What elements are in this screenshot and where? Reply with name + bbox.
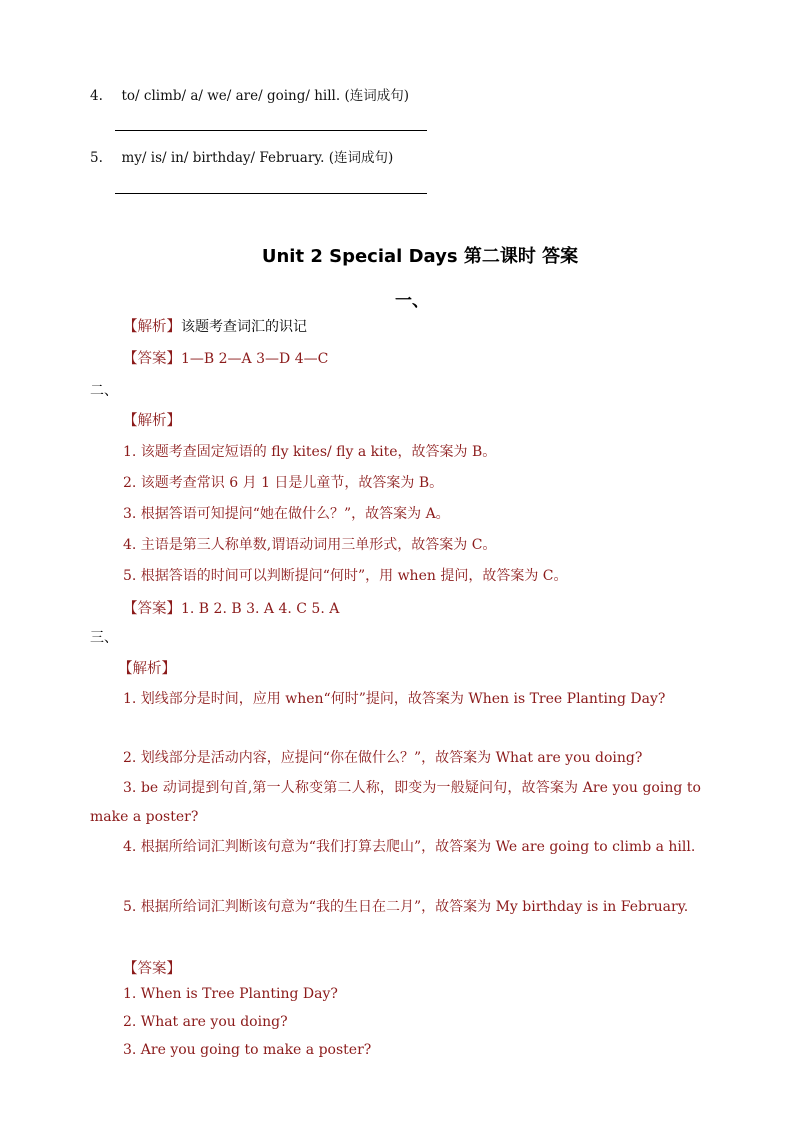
section-1-answer: [123, 347, 328, 368]
section-2-answer: [123, 597, 339, 618]
section-3-paragraph: 2. 划线部分是活动内容，应提问“你在做什么？”，故答案为 What are you doing?: [123, 750, 643, 766]
answer-tag: 【答案】: [123, 351, 181, 367]
answer-line: [115, 130, 427, 131]
section-3-paragraph: 1. 划线部分是时间，应用 when“何时”提问，故答案为 When is Tree Planting Day?: [123, 691, 666, 707]
section-2-analysis-tag: 【解析】: [123, 413, 181, 429]
section-3-answer-item: 2. What are you doing?: [123, 1014, 288, 1030]
section-3-paragraph: 5. 根据所给词汇判断该句意为“我的生日在二月”，故答案为 My birthday is in February.: [123, 899, 689, 915]
answer-text: 1—B 2—A 3—D 4—C: [181, 351, 329, 367]
question-5: [90, 146, 393, 166]
section-3-paragraph: 4. 根据所给词汇判断该句意为“我们打算去爬山”，故答案为 We are going to climb a hill.: [123, 839, 696, 855]
question-number: 5.: [90, 150, 103, 166]
analysis-tag: 【解析】: [123, 319, 181, 335]
section-2-item: 4. 主语是第三人称单数,谓语动词用三单形式，故答案为 C。: [123, 537, 497, 553]
section-3-paragraph: 3. be 动词提到句首,第一人称变第二人称，即变为一般疑问句，故答案为 Are you going to make a poster?: [90, 780, 701, 825]
question-text: to/ climb/ a/ we/ are/ going/ hill. (连词成句): [121, 88, 409, 104]
section-2-heading: 二、: [90, 383, 118, 399]
answer-title: Unit 2 Special Days 第二课时 答案: [261, 246, 579, 267]
section-3-answer-item: 1. When is Tree Planting Day?: [123, 986, 338, 1002]
section-2-item: 1. 该题考查固定短语的 fly kites/ fly a kite，故答案为 B。: [123, 444, 497, 460]
answer-text: 1. B 2. B 3. A 4. C 5. A: [181, 601, 340, 617]
question-text: my/ is/ in/ birthday/ February. (连词成句): [121, 150, 394, 166]
section-3-answer-tag: 【答案】: [123, 961, 181, 977]
section-3-answer-item: 3. Are you going to make a poster?: [123, 1042, 372, 1058]
section-1-analysis: [123, 315, 307, 336]
section-2-item: 5. 根据答语的时间可以判断提问“何时”，用 when 提问，故答案为 C。: [123, 568, 568, 584]
question-4: [90, 84, 409, 104]
section-3-heading: 三、: [90, 630, 118, 646]
answer-tag: 【答案】: [123, 601, 181, 617]
section-3-analysis-tag: 【解析】: [118, 661, 176, 677]
question-number: 4.: [90, 88, 103, 104]
analysis-text: 该题考查词汇的识记: [181, 319, 307, 335]
section-2-item: 3. 根据答语可知提问“她在做什么？”，故答案为 A。: [123, 506, 450, 522]
section-2-item: 2. 该题考查常识 6 月 1 日是儿童节，故答案为 B。: [123, 475, 444, 491]
answer-line: [115, 193, 427, 194]
section-1-heading: 一、: [395, 291, 429, 311]
